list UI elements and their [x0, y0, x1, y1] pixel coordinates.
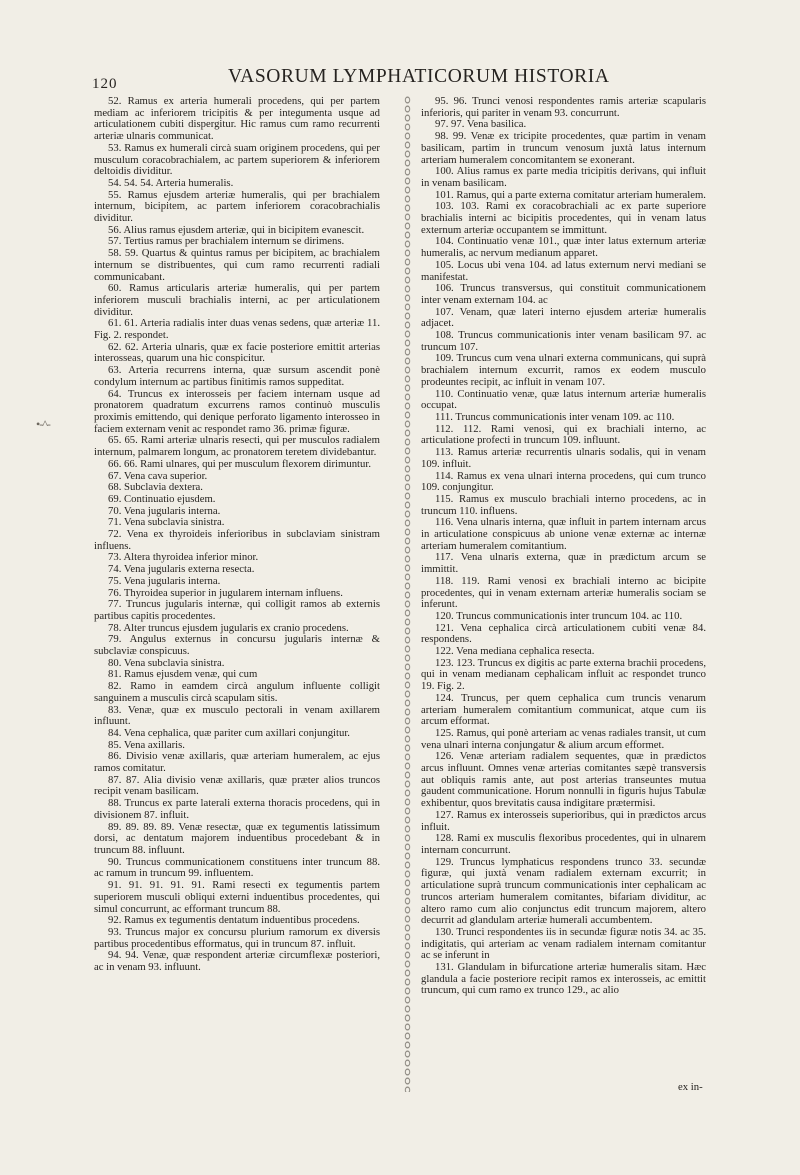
- legend-entry: 72. Vena ex thyroideis inferioribus in subclaviam sinistram influens.: [94, 528, 380, 552]
- legend-entry: 97. 97. Vena basilica.: [435, 118, 527, 131]
- legend-entry: 113. Ramus arteriæ recurrentis ulnaris sodalis, qui in venam 109. influit.: [421, 446, 706, 470]
- legend-entry: 77. Truncus jugularis internæ, qui colligit ramos ab externis partibus capitis procedentes.: [94, 598, 380, 622]
- legend-entry: 93. Truncus major ex concursu plurium ramorum ex diversis partibus procedentibus efformatus, qui in truncum 87. influit.: [94, 925, 380, 950]
- legend-entry: 104. Continuatio venæ 101., quæ inter latus externum arteriæ humeralis, ac nervum medianum apparet.: [421, 235, 706, 260]
- legend-entry: 108. Truncus communicationis inter venam basilicam 97. ac truncum 107.: [421, 329, 706, 353]
- legend-entry: 128. Rami ex musculis flexoribus procedentes, qui in ulnarem internam concurrunt.: [421, 832, 706, 856]
- legend-entry: 60. Ramus articularis arteriæ humeralis, qui per partem inferiorem musculi brachialis interni, ac per articulationem dividitur.: [94, 282, 380, 318]
- legend-entry: 103. 103. Rami ex coracobrachiali ac ex parte superiore brachialis interni ac bicipitis procedentes, qui in venam latus externum arteriæ occupantem se immittunt.: [421, 200, 706, 236]
- legend-entry: 92. Ramus ex tegumentis dentatum induentibus procedens.: [108, 914, 360, 927]
- legend-entry: 75. Vena jugularis interna.: [108, 574, 221, 587]
- legend-entry: 74. Vena jugularis externa resecta.: [108, 563, 255, 576]
- left-text-column: [94, 96, 380, 974]
- legend-entry: 81. Ramus ejusdem venæ, qui cum: [108, 668, 258, 681]
- legend-entry: 110. Continuatio venæ, quæ latus internum arteriæ humeralis occupat.: [421, 387, 706, 412]
- legend-entry: 87. 87. Alia divisio venæ axillaris, quæ præter alios truncos recipit venam basilicam.: [94, 773, 380, 798]
- legend-entry: 67. Vena cava superior.: [108, 469, 208, 482]
- legend-entry: 54. 54. 54. Arteria humeralis.: [108, 176, 234, 189]
- legend-entry: 90. Truncus communicationem constituens inter truncum 88. ac ramum in truncum 99. influentem.: [94, 855, 380, 880]
- catchword: ex in-: [678, 1081, 703, 1093]
- legend-entry: 70. Vena jugularis interna.: [108, 504, 221, 517]
- legend-entry: 63. Arteria recurrens interna, quæ sursum ascendit ponè condylum internum ac partibus finitimis ramos suppeditat.: [94, 364, 380, 388]
- legend-entry: 66. 66. Rami ulnares, qui per musculum flexorem dirimuntur.: [108, 457, 371, 470]
- legend-entry: 64. Truncus ex interosseis per faciem internam usque ad pronatorem quadratum excurrens ramos continuò musculis proximis emittendo, qui denique perforato ligamento interosseo in faciem externam venit ac respondet ramo 36. primæ figuræ.: [94, 387, 380, 435]
- legend-entry: 106. Truncus transversus, qui constituit communicationem inter venam externam 104. ac: [421, 282, 706, 306]
- ornamental-column-divider: [403, 96, 412, 1092]
- legend-entry: 69. Continuatio ejusdem.: [108, 492, 216, 505]
- legend-entry: 120. Truncus communicationis inter truncum 104. ac 110.: [435, 609, 683, 622]
- legend-entry: 116. Vena ulnaris interna, quæ influit in partem internam arcus in articulatione conspicuus ab unione venæ externæ ac internæ arteriam humeralem comitantium.: [421, 516, 706, 552]
- legend-entry: 68. Subclavia dextera.: [108, 481, 203, 494]
- legend-entry: 61. 61. Arteria radialis inter duas venas sedens, quæ arteriæ 11. Fig. 2. respondet.: [94, 317, 380, 342]
- legend-entry: 122. Vena mediana cephalica resecta.: [435, 645, 595, 658]
- page-header: [92, 62, 722, 90]
- legend-entry: 125. Ramus, qui ponè arteriam ac venas radiales transit, ut cum vena ulnari interna conjungatur & alium arcum efformet.: [421, 726, 706, 751]
- legend-entry: 79. Angulus externus in concursu jugularis internæ & subclaviæ conspicuus.: [94, 633, 380, 658]
- legend-entry: 131. Glandulam in bifurcatione arteriæ humeralis sitam. Hæc glandula a facie posteriore recipit ramos ex interosseis, ac emittit truncum, qui cum ramo ex trunco 129., ac alio: [421, 961, 706, 997]
- legend-entry: 78. Alter truncus ejusdem jugularis ex cranio procedens.: [108, 621, 349, 634]
- legend-entry: 111. Truncus communicationis inter venam 109. ac 110.: [435, 410, 675, 423]
- legend-entry: 88. Truncus ex parte laterali externa thoracis procedens, qui in divisionem 87. influit.: [94, 797, 380, 821]
- legend-entry: 100. Alius ramus ex parte media tricipitis derivans, qui influit in venam basilicam.: [421, 165, 706, 189]
- page-number: 120: [92, 76, 118, 92]
- legend-entry: 118. 119. Rami venosi ex brachiali interno ac bicipite procedentes, qui in venam externam arteriæ humeralis sociam se inferunt.: [421, 574, 706, 611]
- legend-entry: 58. 59. Quartus & quintus ramus per bicipitem, ac brachialem internum se distribuentes, qui cum ramo recurrenti radiali communicabant.: [94, 247, 380, 283]
- legend-entry: 95. 96. Trunci venosi respondentes ramis arteriæ scapularis inferioris, qui pariter in venam 93. concurrunt.: [421, 95, 706, 119]
- legend-entry: 121. Vena cephalica circà articulationem cubiti venæ 84. respondens.: [421, 621, 706, 646]
- running-title: VASORUM LYMPHATICORUM HISTORIA: [228, 66, 610, 87]
- right-text-column: [421, 96, 706, 997]
- legend-entry: 91. 91. 91. 91. 91. Rami resecti ex tegumentis partem superiorem musculi obliqui externi induentibus procedentes, qui simul concurrunt, ac efformant truncum 88.: [94, 879, 380, 915]
- legend-entry: 71. Vena subclavia sinistra.: [108, 516, 225, 529]
- legend-entry: 86. Divisio venæ axillaris, quæ arteriam humeralem, ac ejus ramos comitatur.: [94, 750, 380, 775]
- legend-entry: 130. Trunci respondentes iis in secundæ figuræ notis 34. ac 35. indigitatis, qui arteriam ac venam radialem internam comitantur ac se inferunt in: [421, 925, 706, 962]
- legend-entry: 89. 89. 89. 89. Venæ resectæ, quæ ex tegumentis latissimum dorsi, ac dentatum majorem induentibus procedebant & in truncum 88. influunt.: [94, 820, 380, 856]
- legend-entry: 62. 62. Arteria ulnaris, quæ ex facie posteriore emittit arterias interosseas, quarum una hic conspicitur.: [94, 340, 380, 365]
- legend-entry: 76. Thyroidea superior in jugularem internam influens.: [108, 586, 343, 599]
- legend-entry: 84. Vena cephalica, quæ pariter cum axillari conjungitur.: [108, 726, 350, 739]
- legend-entry: 94. 94. Venæ, quæ respondent arteriæ circumflexæ posteriori, ac in venam 93. influunt.: [94, 949, 380, 974]
- legend-entry: 114. Ramus ex vena ulnari interna procedens, qui cum trunco 109. conjungitur.: [421, 469, 706, 494]
- marginal-mark: •-^-: [36, 417, 50, 431]
- legend-entry: 56. Alius ramus ejusdem arteriæ, qui in bicipitem evanescit.: [108, 223, 365, 236]
- legend-entry: 127. Ramus ex interosseis superioribus, qui in prædictos arcus influit.: [421, 808, 706, 833]
- legend-entry: 80. Vena subclavia sinistra.: [108, 656, 225, 669]
- legend-entry: 83. Venæ, quæ ex musculo pectorali in venam axillarem influunt.: [94, 703, 380, 728]
- legend-entry: 115. Ramus ex musculo brachiali interno procedens, ac in truncum 110. influens.: [421, 492, 706, 517]
- legend-entry: 85. Vena axillaris.: [108, 738, 185, 751]
- legend-entry: 124. Truncus, per quem cephalica cum truncis venarum arteriam humeralem comitantium communicat, atque cum iis arcum efformat.: [421, 691, 706, 728]
- legend-entry: 117. Vena ulnaris externa, quæ in prædictum arcum se immittit.: [421, 551, 706, 576]
- legend-entry: 109. Truncus cum vena ulnari externa communicans, qui suprà brachialem internum excurrit, ramos ex eodem musculo prodeuntes recipit, ac influit in venam 107.: [421, 352, 706, 388]
- legend-entry: 112. 112. Rami venosi, qui ex brachiali interno, ac articulatione profecti in truncum 109. influunt.: [421, 422, 706, 447]
- legend-entry: 55. Ramus ejusdem arteriæ humeralis, qui per brachialem internum, bicipitem, ac partem inferiorem coracobrachialis dividitur.: [94, 188, 380, 225]
- legend-entry: 123. 123. Truncus ex digitis ac parte externa brachii procedens, qui in venam medianam cephalicam influit ac respondet trunco 19. Fig. 2.: [421, 656, 706, 693]
- legend-entry: 57. Tertius ramus per brachialem internum se dirimens.: [108, 235, 345, 248]
- legend-entry: 129. Truncus lymphaticus respondens trunco 33. secundæ figuræ, qui juxtà venam radialem externam excurrit; in articulatione suprà truncum communicationis inter cephalicam ac truncos arteriam humeralem comitantes, bifariam dividitur, ac altero ramo cum alio conjunctus edit truncum majorem, altero decurrit ad glandulam arteriæ humerali accumbentem.: [421, 855, 706, 927]
- legend-entry: 101. Ramus, qui a parte externa comitatur arteriam humeralem.: [435, 188, 706, 201]
- legend-entry: 73. Altera thyroidea inferior minor.: [108, 551, 259, 564]
- legend-entry: 65. 65. Rami arteriæ ulnaris resecti, qui per musculos radialem internum, palmarem longum, ac pronatorem teretem dividebantur.: [94, 434, 380, 459]
- legend-entry: 107. Venam, quæ lateri interno ejusdem arteriæ humeralis adjacet.: [421, 305, 706, 330]
- legend-entry: 52. Ramus ex arteria humerali procedens, qui per partem mediam ac inferiorem tricipitis & per integumenta usque ad articulationem cubiti dispergitur. Hic ramus cum ramo recurrenti arteriæ ulnaris communicat.: [94, 95, 380, 143]
- legend-entry: 126. Venæ arteriam radialem sequentes, quæ in prædictos arcus influunt. Omnes venæ arterias comitantes sæpè transversis aut obliquis ramis ante, aut post arterias transeuntes mutua gaudent communicatione. Horum nonnulli in figuris hujus Tabulæ exhibentur, quos brevitatis causa indigitare prætermisi.: [421, 750, 706, 810]
- legend-entry: 98. 99. Venæ ex tricipite procedentes, quæ partim in venam basilicam, partim in truncum venosum juxtà latus internum arteriam humeralem concomitantem se exonerant.: [421, 130, 706, 166]
- legend-entry: 105. Locus ubi vena 104. ad latus externum nervi mediani se manifestat.: [421, 258, 706, 283]
- legend-entry: 82. Ramo in eamdem circà angulum influente colligit sanguinem a musculis circà scapulam sitis.: [94, 680, 380, 704]
- legend-entry: 53. Ramus ex humerali circà suam originem procedens, qui per musculum coracobrachialem, ac partem superiorem & inferiorem deltoidis dividitur.: [94, 141, 380, 178]
